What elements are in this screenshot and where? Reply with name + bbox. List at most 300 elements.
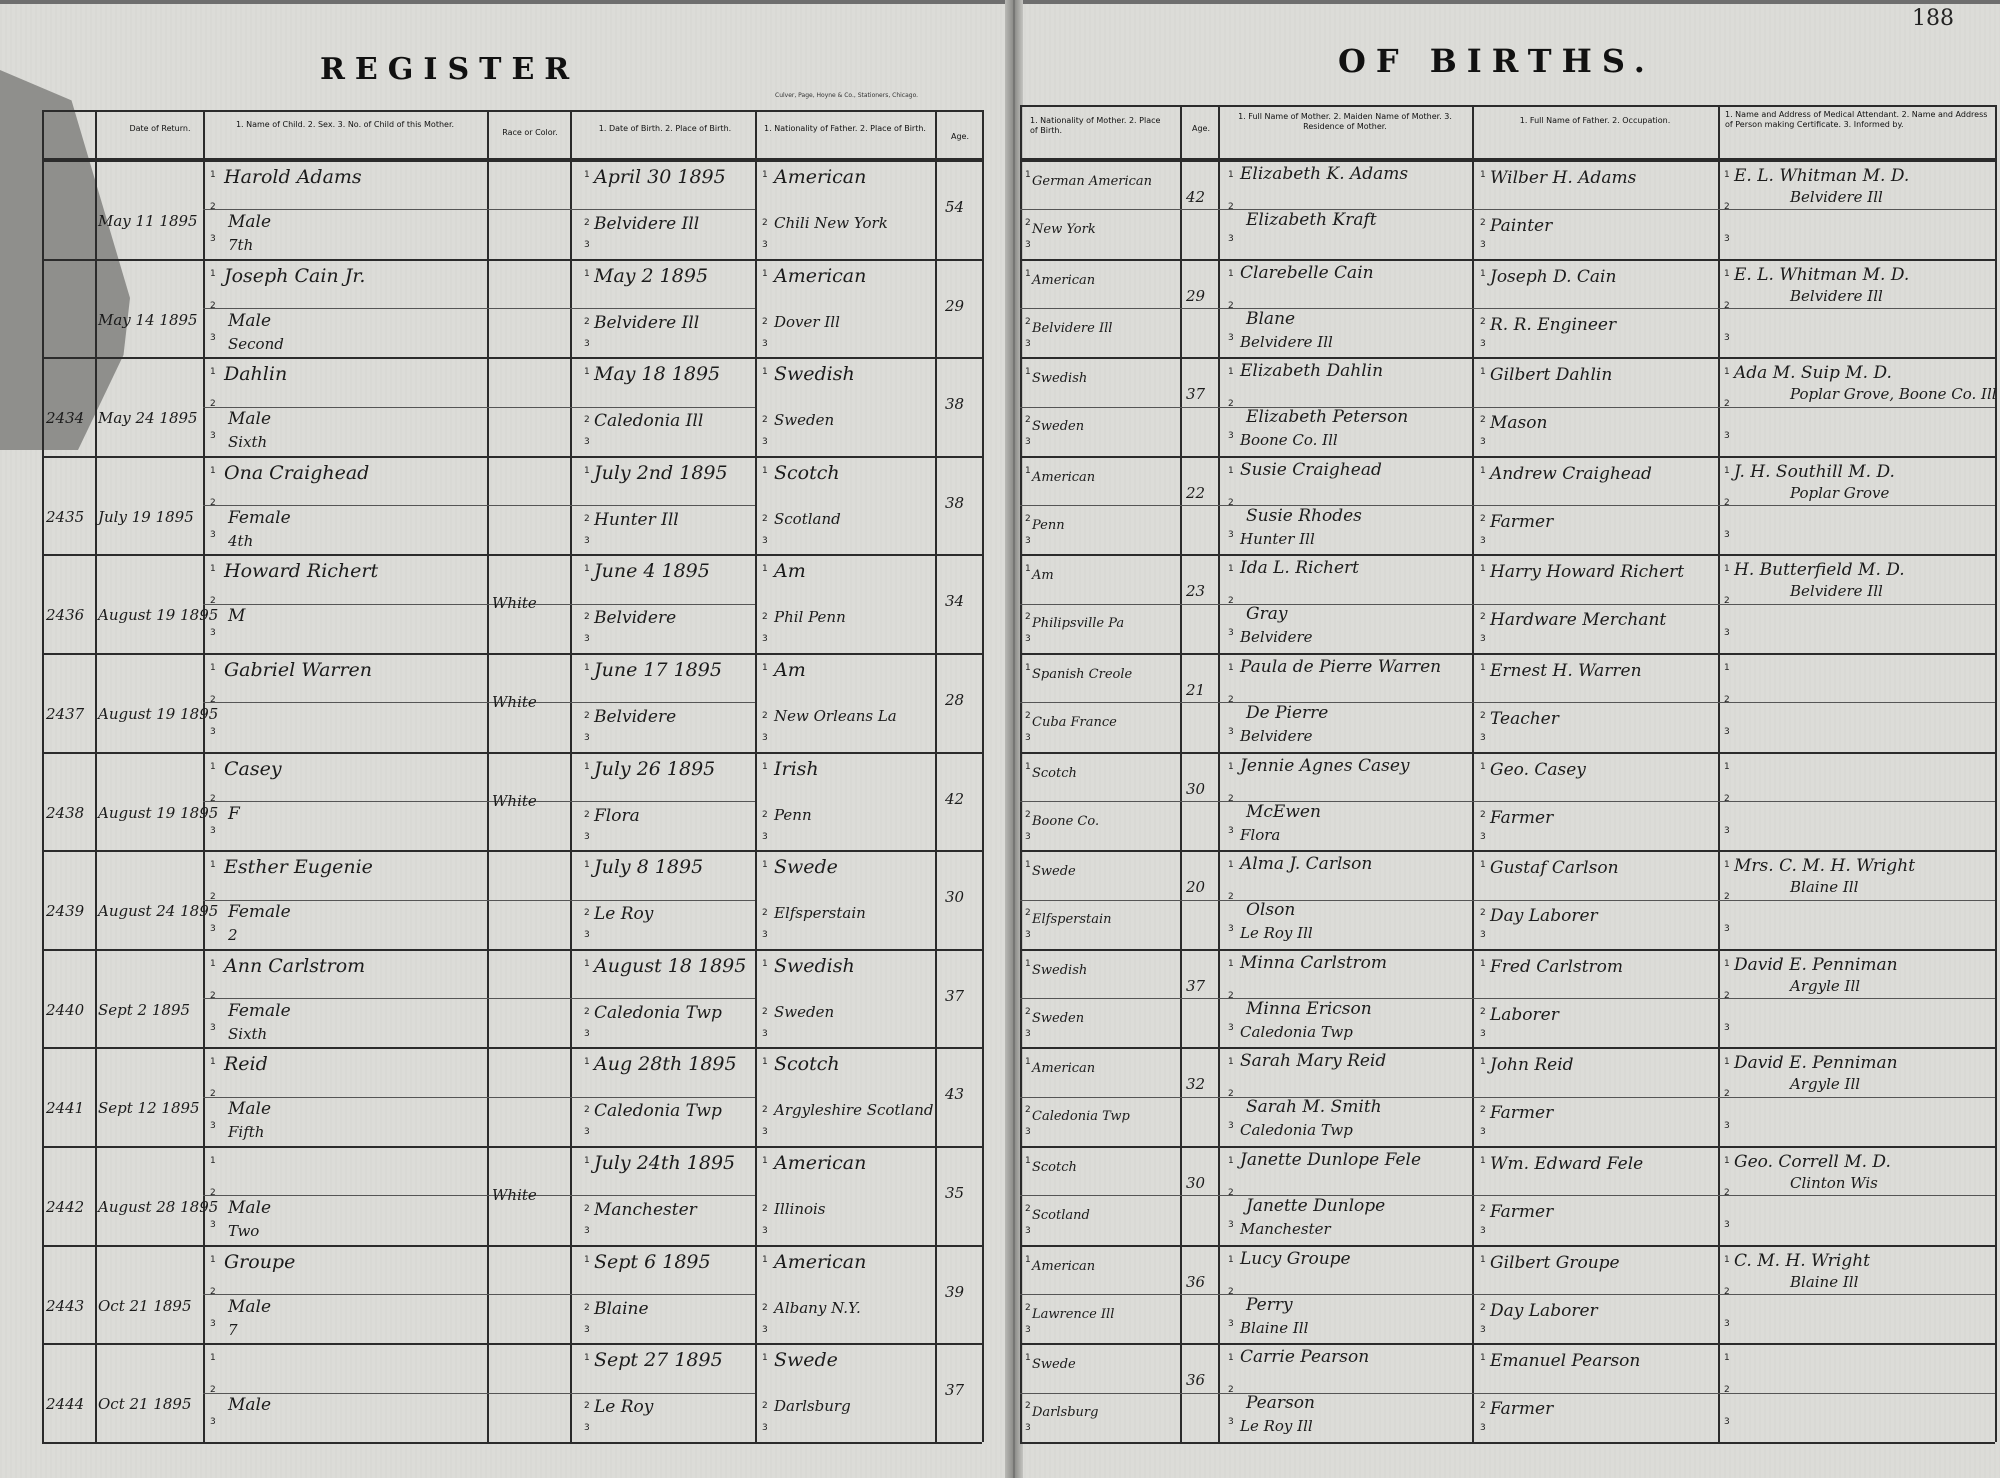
place-of-birth: Belvidere [594, 707, 677, 727]
father-age: 42 [945, 789, 965, 808]
mother-maiden-name: Gray [1246, 604, 1288, 625]
line-number: 1 [584, 564, 590, 575]
line-number: 1 [1025, 367, 1031, 378]
mother-maiden-name: De Pierre [1246, 703, 1329, 723]
sub-rule [203, 604, 755, 605]
mother-maiden-name: Susie Rhodes [1246, 505, 1362, 526]
father-nationality: Swedish [774, 363, 855, 386]
line-number: 2 [210, 300, 216, 311]
father-age: 30 [945, 888, 965, 907]
date-of-return: August 19 1895 [98, 803, 219, 822]
record-rule [1020, 1146, 1995, 1148]
record-rule [1020, 357, 1995, 359]
father-occupation: Farmer [1490, 807, 1554, 828]
line-number: 3 [1228, 431, 1234, 442]
line-number: 3 [762, 1423, 768, 1434]
line-number: 1 [1724, 268, 1730, 279]
line-number: 2 [584, 809, 590, 820]
line-number: 2 [762, 612, 768, 623]
line-number: 1 [762, 1254, 768, 1265]
date-of-return: August 28 1895 [98, 1198, 219, 1216]
child-number: 2 [228, 926, 238, 945]
mother-nationality: Swede [1032, 1357, 1076, 1373]
line-number: 2 [210, 1385, 216, 1396]
attendant-address: Argyle Ill [1790, 976, 1861, 995]
line-number: 2 [1724, 1385, 1730, 1396]
line-number: 3 [1228, 1318, 1234, 1329]
child-number: 7th [228, 236, 254, 254]
child-sex: Male [228, 1198, 272, 1218]
line-number: 2 [1228, 695, 1234, 705]
date-of-birth: Aug 28th 1895 [594, 1053, 737, 1076]
line-number: 1 [1724, 958, 1730, 969]
line-number: 2 [210, 202, 216, 212]
line-number: 2 [1228, 497, 1234, 508]
line-number: 1 [584, 465, 590, 476]
line-number: 3 [762, 1028, 768, 1039]
medical-attendant: E. L. Whitman M. D. [1734, 166, 1910, 186]
line-number: 1 [762, 170, 768, 180]
place-of-birth: Caledonia Ill [594, 411, 704, 432]
line-number: 1 [210, 1254, 216, 1265]
header-attendant: 1. Name and Address of Medical Attendant. 2. Name and Address of Person making Certificate. 3. Informed by. [1725, 110, 1988, 129]
place-of-birth: Caledonia Twp [594, 1101, 722, 1122]
line-number: 1 [1480, 1254, 1486, 1265]
mother-full-name: Minna Carlstrom [1240, 952, 1388, 973]
header-rule [42, 110, 982, 112]
line-number: 1 [1025, 268, 1031, 279]
line-number: 2 [1480, 1105, 1486, 1116]
line-number: 3 [584, 1226, 590, 1236]
line-number: 2 [1480, 1302, 1486, 1313]
line-number: 2 [1228, 1188, 1234, 1198]
line-number: 1 [210, 663, 216, 673]
sub-rule [1020, 604, 1995, 605]
line-number: 3 [1724, 628, 1730, 639]
line-number: 3 [1724, 234, 1730, 244]
line-number: 2 [1228, 399, 1234, 410]
line-number: 2 [1480, 415, 1486, 426]
mother-age: 36 [1186, 1272, 1206, 1291]
line-number: 1 [762, 761, 768, 772]
line-number: 1 [584, 663, 590, 673]
line-number: 2 [1480, 908, 1486, 919]
line-number: 2 [1724, 1286, 1730, 1297]
line-number: 1 [1025, 1057, 1031, 1068]
line-number: 3 [1025, 240, 1031, 250]
column-rule [1020, 105, 1022, 1442]
father-full-name: Wilber H. Adams [1490, 168, 1637, 188]
father-nationality: Am [774, 560, 806, 583]
line-number: 1 [762, 958, 768, 969]
father-full-name: Wm. Edward Fele [1490, 1154, 1644, 1174]
record-rule [42, 653, 982, 655]
date-of-return: May 14 1895 [98, 310, 198, 329]
line-number: 1 [1724, 860, 1730, 871]
line-number: 1 [1724, 761, 1730, 772]
attendant-address: Belvidere Ill [1790, 286, 1883, 305]
mother-residence: Le Roy Ill [1240, 1417, 1313, 1436]
place-of-birth: Le Roy [594, 1397, 654, 1418]
line-number: 1 [210, 1353, 216, 1364]
line-number: 1 [1480, 1156, 1486, 1166]
mother-full-name: Alma J. Carlson [1240, 854, 1373, 875]
line-number: 1 [1724, 663, 1730, 673]
record-rule [42, 357, 982, 359]
line-number: 2 [762, 218, 768, 228]
line-number: 2 [1228, 300, 1234, 311]
line-number: 3 [1480, 437, 1486, 448]
line-number: 2 [762, 316, 768, 327]
line-number: 2 [762, 908, 768, 919]
line-number: 1 [584, 1156, 590, 1166]
line-number: 2 [584, 1401, 590, 1412]
place-of-birth: Flora [594, 805, 640, 826]
father-birthplace: New Orleans La [774, 707, 897, 725]
line-number: 3 [1025, 1423, 1031, 1434]
line-number: 2 [584, 513, 590, 524]
line-number: 3 [1228, 529, 1234, 540]
line-number: 1 [1228, 860, 1234, 871]
mother-full-name: Janette Dunlope Fele [1240, 1150, 1422, 1170]
mother-nationality: Scotch [1032, 765, 1077, 781]
line-number: 2 [1724, 1089, 1730, 1100]
child-sex: Male [228, 212, 272, 232]
mother-age: 32 [1186, 1075, 1206, 1094]
medical-attendant: Ada M. Suip M. D. [1734, 363, 1892, 384]
record-number: 2443 [46, 1296, 85, 1315]
line-number: 2 [762, 1302, 768, 1313]
line-number: 1 [210, 958, 216, 969]
date-of-birth: August 18 1895 [594, 954, 747, 977]
line-number: 3 [1228, 825, 1234, 836]
father-full-name: Ernest H. Warren [1490, 661, 1642, 681]
line-number: 1 [1228, 564, 1234, 575]
mother-maiden-name: McEwen [1246, 801, 1321, 822]
line-number: 1 [762, 1057, 768, 1068]
line-number: 3 [210, 431, 216, 442]
mother-nationality: Swede [1032, 864, 1076, 880]
line-number: 3 [584, 1324, 590, 1335]
record-rule [1020, 259, 1995, 261]
mother-residence: Boone Co. Ill [1240, 431, 1338, 450]
line-number: 1 [210, 1057, 216, 1068]
mother-nationality: American [1032, 272, 1096, 288]
record-rule [1020, 160, 1995, 162]
line-number: 3 [584, 1028, 590, 1039]
mother-maiden-name: Elizabeth Kraft [1246, 210, 1377, 230]
line-number: 3 [1724, 332, 1730, 343]
place-of-birth: Belvidere Ill [594, 312, 700, 333]
line-number: 2 [1480, 513, 1486, 524]
date-of-birth: June 4 1895 [594, 560, 710, 583]
line-number: 3 [1724, 924, 1730, 935]
date-of-birth: Sept 6 1895 [594, 1250, 711, 1273]
mother-age: 21 [1186, 681, 1206, 699]
line-number: 1 [762, 860, 768, 871]
record-rule [42, 554, 982, 556]
line-number: 2 [584, 1105, 590, 1116]
record-number: 2441 [46, 1099, 85, 1118]
mother-age: 29 [1186, 286, 1206, 305]
line-number: 1 [1025, 1254, 1031, 1265]
line-number: 1 [1228, 1254, 1234, 1265]
date-of-return: May 11 1895 [98, 212, 198, 230]
line-number: 3 [210, 1022, 216, 1033]
mother-full-name: Susie Craighead [1240, 459, 1382, 480]
medical-attendant: H. Butterfield M. D. [1734, 560, 1905, 581]
line-number: 3 [210, 825, 216, 836]
line-number: 2 [210, 596, 216, 607]
line-number: 3 [1724, 1220, 1730, 1230]
father-full-name: Fred Carlstrom [1490, 956, 1624, 977]
father-occupation: Hardware Merchant [1490, 610, 1667, 631]
line-number: 1 [1480, 268, 1486, 279]
line-number: 3 [762, 930, 768, 941]
line-number: 1 [1025, 761, 1031, 772]
line-number: 2 [1724, 695, 1730, 705]
line-number: 3 [210, 628, 216, 639]
line-number: 3 [762, 535, 768, 546]
attendant-address: Belvidere Ill [1790, 582, 1883, 601]
line-number: 2 [1025, 1401, 1031, 1412]
record-rule [42, 160, 982, 162]
date-of-birth: July 24th 1895 [594, 1152, 736, 1174]
line-number: 1 [1228, 465, 1234, 476]
line-number: 2 [1025, 1302, 1031, 1313]
sub-rule [203, 801, 755, 802]
sub-rule [1020, 702, 1995, 703]
mother-birthplace: Darlsburg [1032, 1405, 1099, 1421]
mother-birthplace: Sweden [1032, 419, 1085, 435]
father-birthplace: Chili New York [774, 214, 888, 232]
father-occupation: Laborer [1490, 1004, 1559, 1025]
line-number: 3 [1480, 1324, 1486, 1335]
header-age-father: Age. [950, 132, 969, 141]
line-number: 2 [1228, 1089, 1234, 1100]
line-number: 3 [1724, 1022, 1730, 1033]
line-number: 3 [1724, 1121, 1730, 1132]
column-rule [203, 110, 205, 1442]
father-birthplace: Darlsburg [774, 1397, 851, 1416]
child-number: Two [228, 1222, 260, 1240]
attendant-address: Poplar Grove [1790, 483, 1890, 502]
line-number: 2 [584, 218, 590, 228]
mother-age: 22 [1186, 483, 1206, 502]
mother-age: 36 [1186, 1371, 1206, 1390]
line-number: 2 [1480, 316, 1486, 327]
medical-attendant: Geo. Correll M. D. [1734, 1152, 1891, 1172]
mother-maiden-name: Blane [1246, 308, 1296, 329]
line-number: 2 [210, 497, 216, 508]
line-number: 3 [584, 930, 590, 941]
father-birthplace: Scotland [774, 509, 841, 528]
child-number: Sixth [228, 1024, 268, 1043]
line-number: 2 [210, 990, 216, 1001]
mother-nationality: American [1032, 1258, 1096, 1274]
record-number: 2434 [46, 409, 85, 428]
father-birthplace: Penn [774, 805, 812, 824]
father-age: 39 [945, 1282, 965, 1301]
line-number: 1 [1228, 958, 1234, 969]
line-number: 1 [762, 268, 768, 279]
mother-nationality: Spanish Creole [1032, 667, 1133, 682]
line-number: 2 [1228, 202, 1234, 212]
line-number: 1 [1724, 1156, 1730, 1166]
header-birth: 1. Date of Birth. 2. Place of Birth. [598, 124, 732, 133]
line-number: 1 [1480, 761, 1486, 772]
line-number: 2 [1724, 399, 1730, 410]
line-number: 1 [1025, 663, 1031, 673]
line-number: 2 [584, 908, 590, 919]
date-of-birth: July 26 1895 [594, 757, 716, 780]
race: White [492, 1186, 537, 1204]
record-rule [1020, 752, 1995, 754]
line-number: 2 [1025, 415, 1031, 426]
line-number: 1 [584, 268, 590, 279]
title-of-births: OF BIRTHS. [1338, 42, 1655, 80]
mother-residence: Belvidere [1240, 727, 1313, 745]
line-number: 2 [1228, 793, 1234, 804]
father-age: 37 [945, 986, 965, 1005]
line-number: 3 [1025, 831, 1031, 842]
child-sex: Male [228, 1099, 272, 1120]
father-nationality: American [774, 264, 867, 287]
line-number: 3 [210, 1220, 216, 1230]
column-rule [1472, 105, 1474, 1442]
father-age: 54 [945, 198, 965, 216]
line-number: 3 [1228, 924, 1234, 935]
date-of-birth: Sept 27 1895 [594, 1349, 723, 1372]
line-number: 3 [1025, 634, 1031, 645]
line-number: 3 [1480, 634, 1486, 645]
line-number: 2 [1025, 809, 1031, 820]
sub-rule [1020, 1393, 1995, 1394]
mother-full-name: Ida L. Richert [1240, 558, 1359, 579]
line-number: 1 [1480, 958, 1486, 969]
sub-rule [203, 308, 755, 309]
line-number: 1 [210, 465, 216, 476]
father-birthplace: Sweden [774, 411, 835, 430]
father-age: 38 [945, 395, 965, 414]
father-nationality: Swede [774, 1349, 838, 1372]
line-number: 1 [1480, 367, 1486, 378]
line-number: 3 [1480, 1226, 1486, 1236]
column-rule [570, 110, 572, 1442]
record-rule [42, 1343, 982, 1345]
line-number: 1 [1480, 465, 1486, 476]
child-number: Sixth [228, 433, 268, 452]
father-nationality: Swede [774, 856, 838, 879]
record-rule [1020, 1245, 1995, 1247]
line-number: 2 [1025, 513, 1031, 524]
line-number: 1 [1228, 663, 1234, 673]
father-full-name: Andrew Craighead [1490, 463, 1652, 484]
line-number: 3 [210, 529, 216, 540]
line-number: 1 [1025, 958, 1031, 969]
header-race: Race or Color. [502, 128, 558, 137]
mother-residence: Belvidere [1240, 628, 1313, 647]
header-child: 1. Name of Child. 2. Sex. 3. No. of Child of this Mother. [235, 120, 455, 129]
sub-rule [1020, 505, 1995, 506]
record-rule [42, 1442, 982, 1444]
record-number: 2439 [46, 902, 85, 921]
child-sex: Male [228, 409, 272, 430]
child-name: Dahlin [224, 363, 288, 386]
mother-birthplace: Scotland [1032, 1208, 1090, 1223]
line-number: 3 [1724, 431, 1730, 442]
line-number: 2 [1480, 218, 1486, 228]
line-number: 3 [762, 1226, 768, 1236]
line-number: 3 [584, 240, 590, 250]
date-of-birth: July 2nd 1895 [594, 461, 728, 484]
line-number: 1 [762, 465, 768, 476]
line-number: 1 [762, 1156, 768, 1166]
header-father: 1. Full Name of Father. 2. Occupation. [1519, 116, 1671, 125]
line-number: 3 [1480, 240, 1486, 250]
mother-birthplace: Philipsville Pa [1032, 616, 1125, 632]
father-occupation: Mason [1490, 413, 1548, 434]
mother-residence: Hunter Ill [1240, 529, 1315, 548]
line-number: 1 [584, 761, 590, 772]
child-sex: Male [228, 1296, 272, 1317]
child-name: Harold Adams [224, 166, 362, 188]
record-rule [1020, 456, 1995, 458]
sub-rule [1020, 900, 1995, 901]
line-number: 2 [210, 399, 216, 410]
column-rule [1718, 105, 1720, 1442]
child-name: Ann Carlstrom [224, 954, 366, 977]
line-number: 1 [1025, 1156, 1031, 1166]
sub-rule [1020, 308, 1995, 309]
line-number: 2 [210, 892, 216, 903]
record-rule [42, 259, 982, 261]
sub-rule [203, 1294, 755, 1295]
child-name: Casey [224, 757, 282, 780]
father-occupation: Farmer [1490, 1202, 1554, 1222]
title-register: REGISTER [320, 52, 580, 87]
line-number: 1 [1724, 170, 1730, 180]
father-nationality: American [774, 1152, 867, 1174]
race: White [492, 594, 537, 613]
line-number: 1 [1480, 1057, 1486, 1068]
medical-attendant: David E. Penniman [1734, 954, 1898, 975]
line-number: 3 [584, 733, 590, 743]
line-number: 2 [210, 793, 216, 804]
mother-nationality: Scotch [1032, 1160, 1077, 1175]
line-number: 2 [1228, 892, 1234, 903]
mother-residence: Blaine Ill [1240, 1318, 1309, 1337]
record-rule [42, 456, 982, 458]
child-number: Fifth [228, 1123, 265, 1142]
line-number: 1 [210, 367, 216, 378]
sub-rule [203, 1393, 755, 1394]
line-number: 1 [584, 1353, 590, 1364]
mother-maiden-name: Sarah M. Smith [1246, 1097, 1382, 1118]
mother-nationality: American [1032, 1061, 1096, 1077]
mother-birthplace: Caledonia Twp [1032, 1109, 1130, 1125]
date-of-birth: May 2 1895 [594, 264, 709, 287]
place-of-birth: Le Roy [594, 904, 654, 925]
line-number: 1 [1228, 170, 1234, 180]
line-number: 2 [1025, 316, 1031, 327]
header-rule [1020, 105, 1995, 107]
attendant-address: Blaine Ill [1790, 1272, 1859, 1291]
father-full-name: Harry Howard Richert [1490, 562, 1685, 583]
line-number: 3 [1025, 338, 1031, 349]
date-of-birth: June 17 1895 [594, 659, 722, 681]
father-birthplace: Sweden [774, 1002, 835, 1021]
